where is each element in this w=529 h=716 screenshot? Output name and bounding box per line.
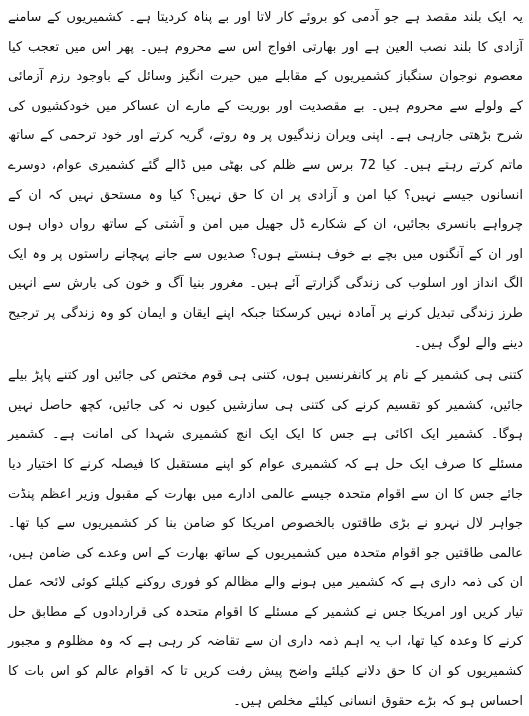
article-paragraph-1: یہ ایک بلند مقصد ہے جو آدمی کو بروئے کار لاتا اور بے پناہ کردیتا ہے۔ کشمیریوں کے سامنے آزادی کا بلند نصب العین ہے اور بھارتی افواج اس سے محروم ہیں۔ پھر اس میں تعجب کیا معصوم نوجوان سنگباز کشمیریوں کے مقابلے میں حیرت انگیز وسائل کے باوجود رزم آزمائی کے ولولے سے محروم ہیں۔ بے مقصدیت اور بوریت کے مارے ان عساکر میں خودکشیوں کی شرح بڑھتی جارہی ہے۔ اپنی ویران زندگیوں پر وہ روتے، گریہ کرتے اور خود ترحمی کے ساتھ ماتم کرتے رہتے ہیں۔ کیا 72 برس سے ظلم کی بھٹی میں ڈالے گئے کشمیری عوام، دوسرے انسانوں جیسے نہیں؟ کیا امن و آزادی پر ان کا حق نہیں؟ کیا وہ مستحق نہیں کہ ان کے چرواہے بانسری بجائیں، ان کے شکارے ڈل جھیل میں امن و آشتی کے ساتھ رواں دواں ہوں اور ان کے آنگنوں میں بچے بے خوف ہنستے ہوں؟ صدیوں سے جانے پہچانے راستوں پر وہ ایک الگ انداز اور اسلوب کی زندگی گزارتے آئے ہیں۔ مغرور بنیا آگ و خون کی بارش سے انہیں طرز زندگی تبدیل کرنے پر آمادہ نہیں کرسکتا جبکہ اپنے ایقان و ایمان کو وہ زندگی پر ترجیح دینے والے لوگ ہیں۔ <box>8 10 524 351</box>
urdu-article <box>8 3 523 716</box>
article-paragraph-2: کتنی ہی کشمیر کے نام پر کانفرنسیں ہوں، کتنی ہی قوم مختص کی جائیں اور کتنے پاپڑ بیلے جائیں، کشمیر کو تقسیم کرنے کی کتنی ہی سازشیں کیوں نہ کی جائیں، کچھ حاصل نہیں ہوگا۔ کشمیر ایک اکائی ہے جس کا ایک ایک انچ کشمیری شہدا کی امانت ہے۔ کشمیر مسئلے کا صرف ایک حل ہے کہ کشمیری عوام کو اپنے مستقبل کا فیصلہ کرنے کا اختیار دیا جائے جس کا ان سے اقوام متحدہ جیسے عالمی ادارے میں بھارت کے مقبول وزیر اعظم پنڈت جواہر لال نہرو نے بڑی طاقتوں بالخصوص امریکا کو ضامن بنا کر کشمیریوں سے کیا تھا۔ عالمی طاقتیں جو اقوام متحدہ میں کشمیریوں کے ساتھ بھارت کے اس وعدے کی ضامن ہیں، ان کی ذمہ داری ہے کہ کشمیر میں ہونے والے مظالم کو فوری روکنے کیلئے کوئی لائحہ عمل تیار کریں اور امریکا جس نے کشمیر کے مسئلے کا اقوام متحدہ کی قراردادوں کے مطابق حل کرنے کا وعدہ کیا تھا، اب یہ اہم ذمہ داری ان سے تقاضہ کر رہی ہے کہ وہ مظلوم و مجبور کشمیریوں کو ان کا حق دلانے کیلئے واضح پیش رفت کریں تا کہ اقوام عالم کو اس بات کا احساس ہو کہ بڑے حقوق انسانی کیلئے مخلص ہیں۔ <box>8 368 523 709</box>
